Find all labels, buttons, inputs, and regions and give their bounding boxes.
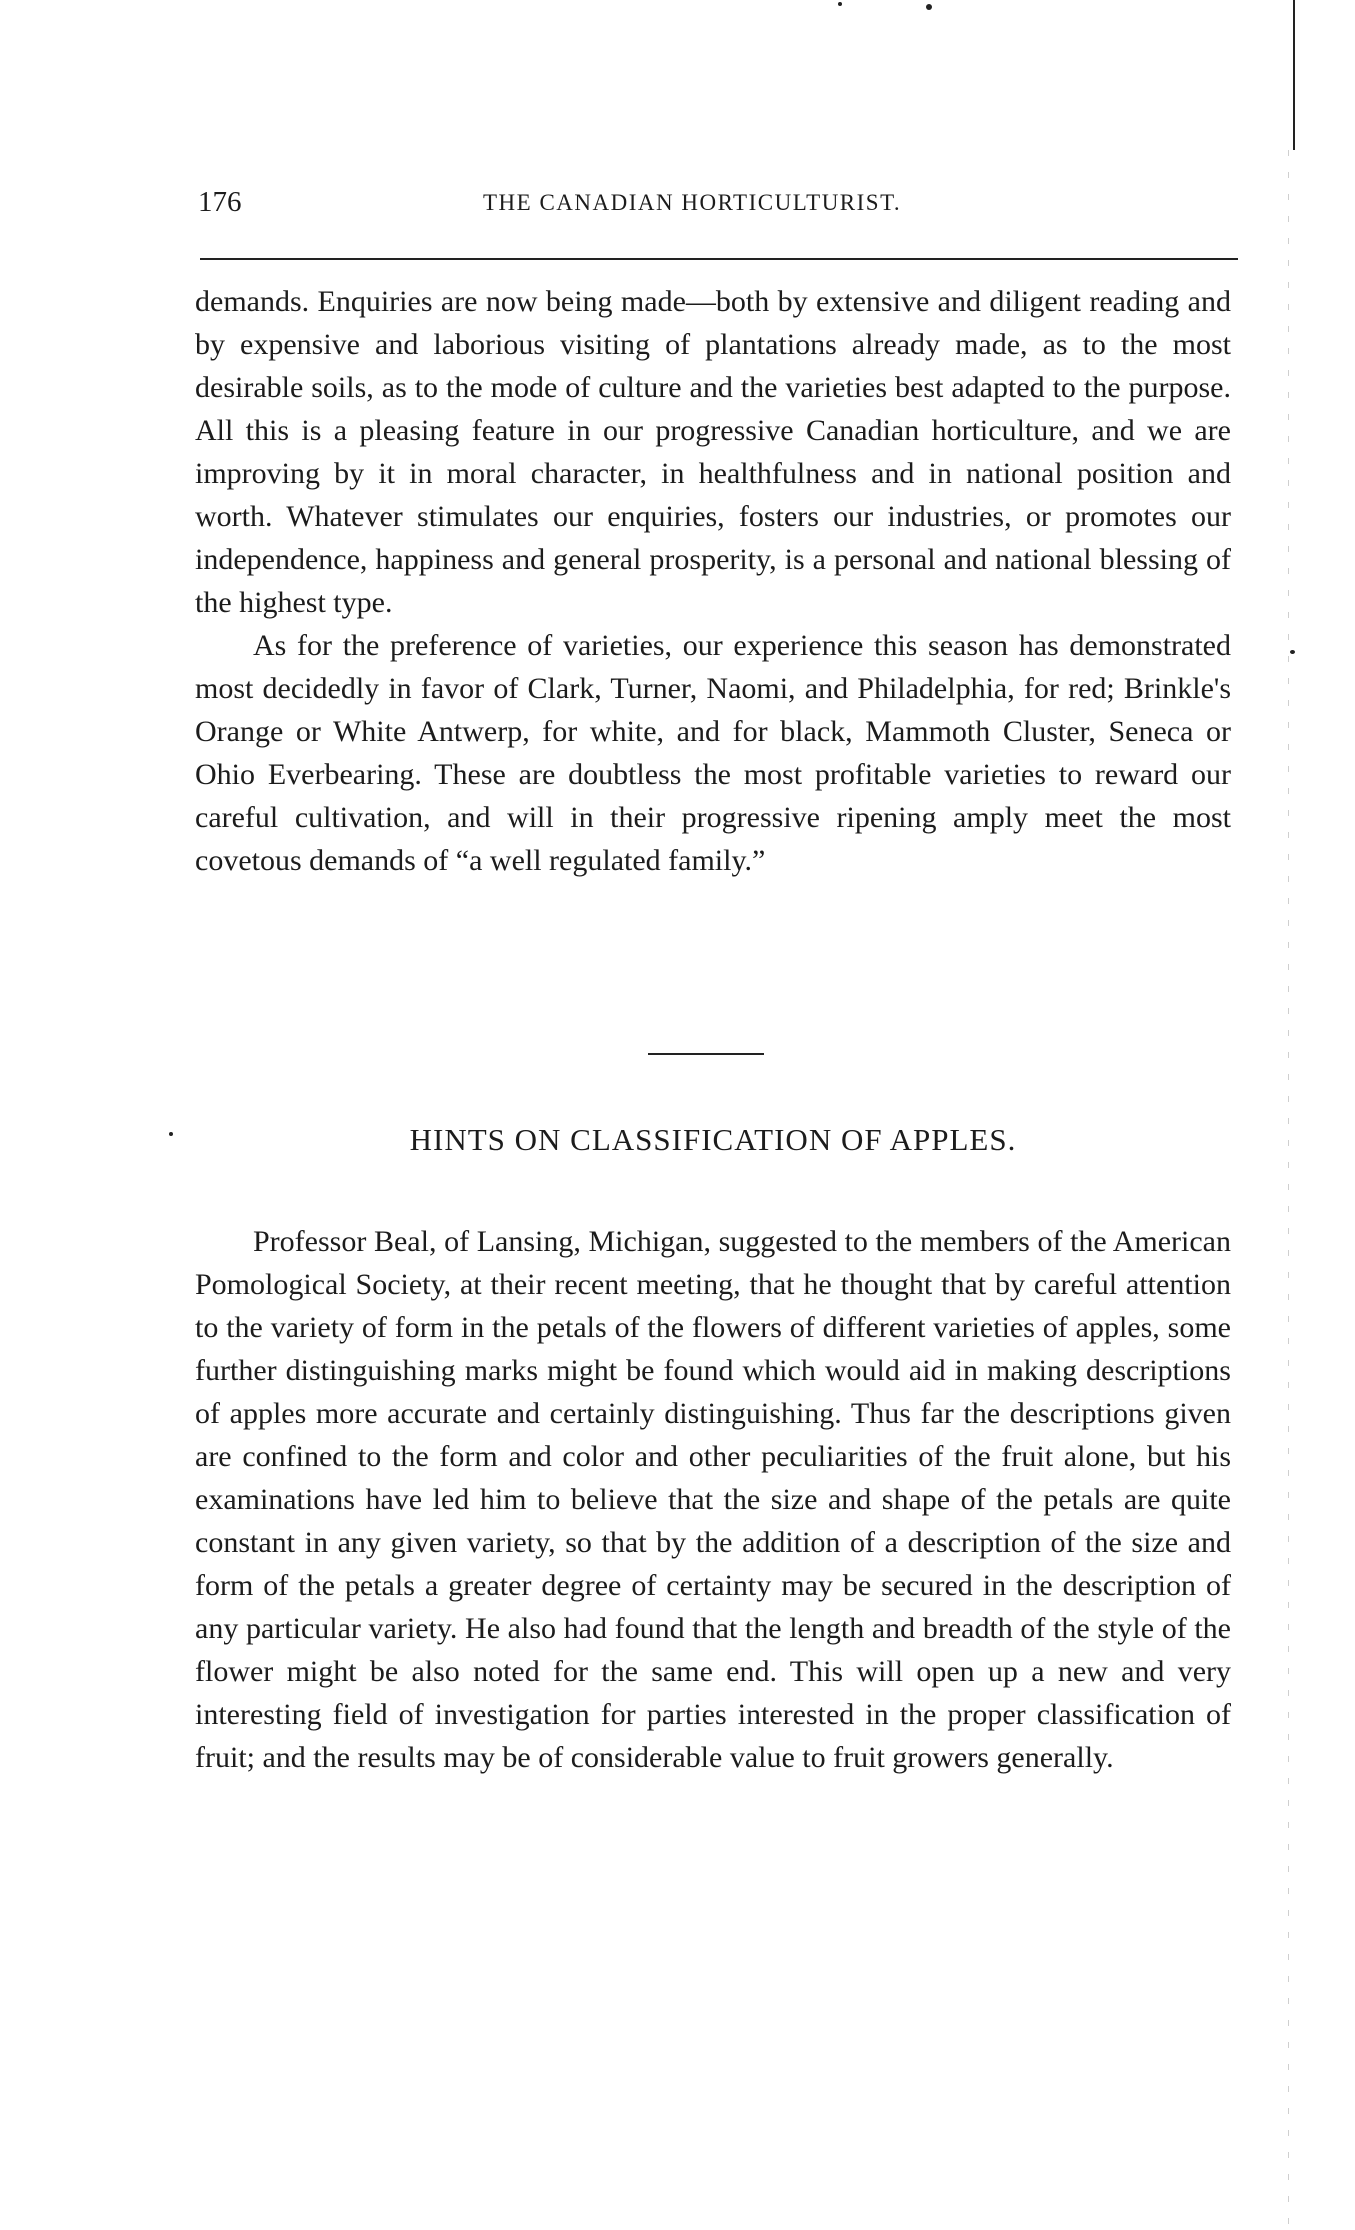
section-title: HINTS ON CLASSIFICATION OF APPLES.	[409, 1122, 1017, 1157]
ink-speck	[1290, 650, 1295, 654]
ink-speck	[838, 2, 842, 6]
paragraph: Professor Beal, of Lansing, Michigan, suggested to the members of the American Pomological Society, at their recent meeting, that he thought that by careful attention to the variety of form in the petals of the flowers of different varieties of apples, some further distinguishing marks might be found which would aid in making descriptions of apples more accurate and certainly distinguishing. Thus far the descriptions given are confined to the form and color and other peculiarities of the fruit alone, but his examinations have led him to believe that the size and shape of the petals are quite constant in any given variety, so that by the addition of a description of the size and form of the petals a greater degree of certainty may be secured in the description of any particular variety. He also had found that the length and breadth of the style of the flower might be also noted for the same end. This will open up a new and very interesting field of investigation for parties interested in the proper classification of fruit; and the results may be of considerable value to fruit growers generally.	[195, 1225, 1231, 1774]
continued-article	[195, 280, 1231, 882]
paragraph: demands. Enquiries are now being made—both by extensive and diligent reading and by expensive and laborious visiting of plantations already made, as to the most desirable soils, as to the mode of culture and the varieties best adapted to the purpose. All this is a pleasing feature in our progressive Canadian horticulture, and we are improving by it in moral character, in healthfulness and in national position and worth. Whatever stimulates our enquiries, fosters our industries, or promotes our independence, happiness and general prosperity, is a personal and national blessing of the highest type.	[195, 285, 1231, 619]
ink-speck	[926, 4, 932, 10]
running-head	[198, 186, 1238, 226]
header-rule	[200, 258, 1238, 260]
scan-edge-shadow	[1288, 150, 1289, 2230]
scan-edge-line	[1293, 0, 1295, 150]
page-number: 176	[198, 186, 242, 218]
paragraph: As for the preference of varieties, our experience this season has demonstrated most decidedly in favor of Clark, Turner, Naomi, and Philadelphia, for red; Brinkle's Orange or White Antwerp, for white, and for black, Mammoth Cluster, Seneca or Ohio Everbearing. These are doubtless the most profitable varieties to reward our careful cultivation, and will in their progressive ripening amply meet the most covetous demands of “a well regulated family.”	[195, 629, 1231, 877]
ink-speck	[169, 1132, 173, 1136]
journal-title: THE CANADIAN HORTICULTURIST.	[483, 190, 902, 215]
section-body	[195, 1220, 1231, 1779]
section-divider	[648, 1053, 764, 1055]
